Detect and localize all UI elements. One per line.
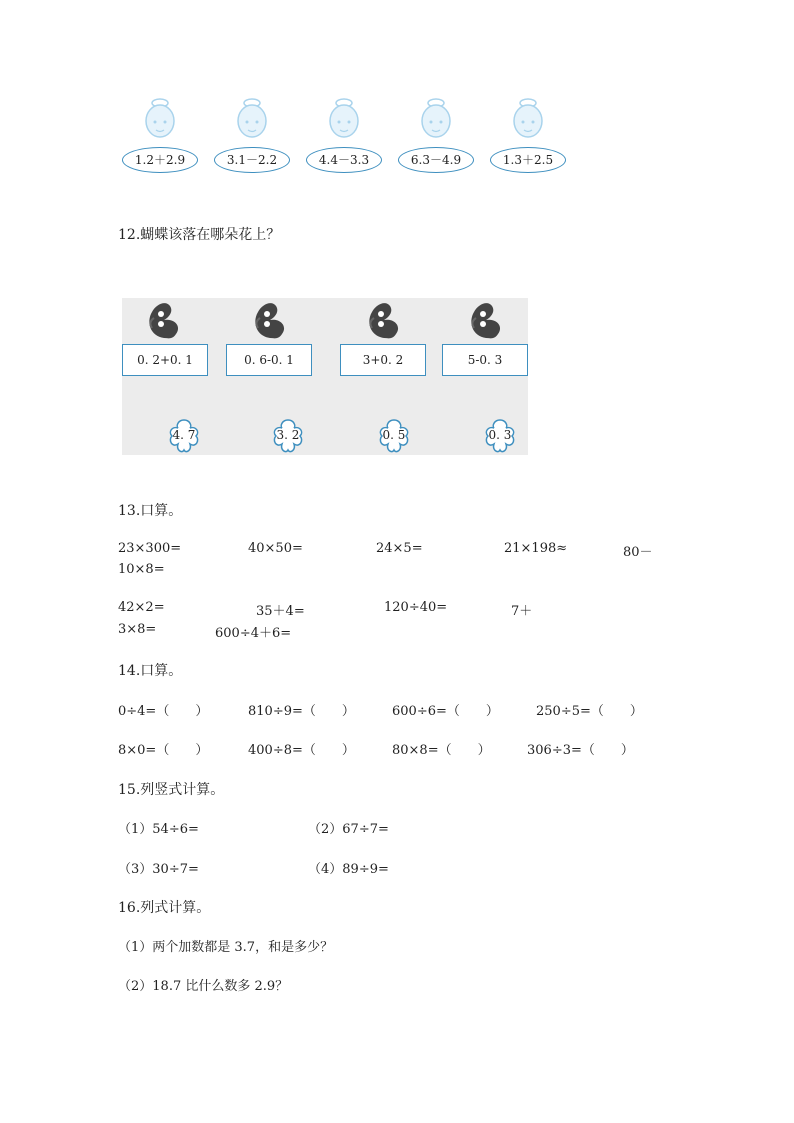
flower-answer (374, 416, 414, 456)
face-card (122, 95, 212, 180)
q14-item: 810÷9=（ ） (248, 704, 355, 719)
flower-answer (164, 416, 204, 456)
flower-value: 4. 7 (172, 428, 196, 442)
question-16-title: 16.列式计算。 (118, 900, 211, 916)
q14-item: 400÷8=（ ） (248, 743, 355, 758)
q13-item: 23×300= (118, 541, 182, 556)
face-card (398, 95, 488, 180)
question-15-title: 15.列竖式计算。 (118, 782, 225, 798)
q14-item: 250÷5=（ ） (536, 704, 643, 719)
q13-item: 42×2= (118, 600, 165, 615)
q16-item: （2）18.7 比什么数多 2.9？ (118, 979, 289, 994)
face-card (306, 95, 396, 180)
butterfly-expression-box: 0. 2+0. 1 (122, 344, 208, 376)
q14-item: 306÷3=（ ） (527, 743, 634, 758)
q15-item: （1）54÷6= (118, 822, 199, 837)
q13-item: 21×198≈ (504, 541, 568, 556)
q13-item: 24×5= (376, 541, 423, 556)
butterfly-icon (250, 298, 290, 344)
q13-item: 35＋4= (256, 604, 305, 619)
face-card (214, 95, 304, 180)
q13-item: 3×8= (118, 622, 157, 637)
face-expression: 3.1－2.2 (214, 147, 290, 173)
q14-item: 600÷6=（ ） (392, 704, 499, 719)
girl-face-icon (236, 95, 268, 147)
girl-face-icon (512, 95, 544, 147)
flower-answer (480, 416, 520, 456)
face-expression: 1.3＋2.5 (490, 147, 566, 173)
flower-value: 0. 5 (382, 428, 406, 442)
butterfly-expression-box: 3+0. 2 (340, 344, 426, 376)
girl-face-icon (420, 95, 452, 147)
face-expression: 6.3－4.9 (398, 147, 474, 173)
q14-item: 8×0=（ ） (118, 743, 209, 758)
question-12-title: 12.蝴蝶该落在哪朵花上？ (118, 227, 281, 243)
q13-item: 40×50= (248, 541, 303, 556)
q13-item: 7＋ (511, 604, 533, 619)
q13-item: 120÷40= (384, 600, 448, 615)
butterfly-icon (144, 298, 184, 344)
flower-answer (268, 416, 308, 456)
q15-item: （2）67÷7= (308, 822, 389, 837)
q13-item: 600÷4＋6= (215, 626, 292, 641)
q15-item: （4）89÷9= (308, 862, 389, 877)
butterfly-icon (364, 298, 404, 344)
face-card (490, 95, 580, 180)
q15-item: （3）30÷7= (118, 862, 199, 877)
flower-value: 3. 2 (276, 428, 300, 442)
flower-value: 0. 3 (488, 428, 512, 442)
face-expression: 1.2＋2.9 (122, 147, 198, 173)
q13-item: 10×8= (118, 562, 165, 577)
question-13-title: 13.口算。 (118, 503, 183, 519)
butterfly-panel (122, 298, 528, 455)
girl-face-icon (144, 95, 176, 147)
question-14-title: 14.口算。 (118, 663, 183, 679)
q13-item: 80－ (623, 545, 653, 560)
q14-item: 0÷4=（ ） (118, 704, 209, 719)
butterfly-expression-box: 0. 6-0. 1 (226, 344, 312, 376)
q14-item: 80×8=（ ） (392, 743, 491, 758)
girl-face-icon (328, 95, 360, 147)
butterfly-icon (466, 298, 506, 344)
butterfly-expression-box: 5-0. 3 (442, 344, 528, 376)
q16-item: （1）两个加数都是 3.7，和是多少？ (118, 940, 334, 955)
face-expression: 4.4－3.3 (306, 147, 382, 173)
